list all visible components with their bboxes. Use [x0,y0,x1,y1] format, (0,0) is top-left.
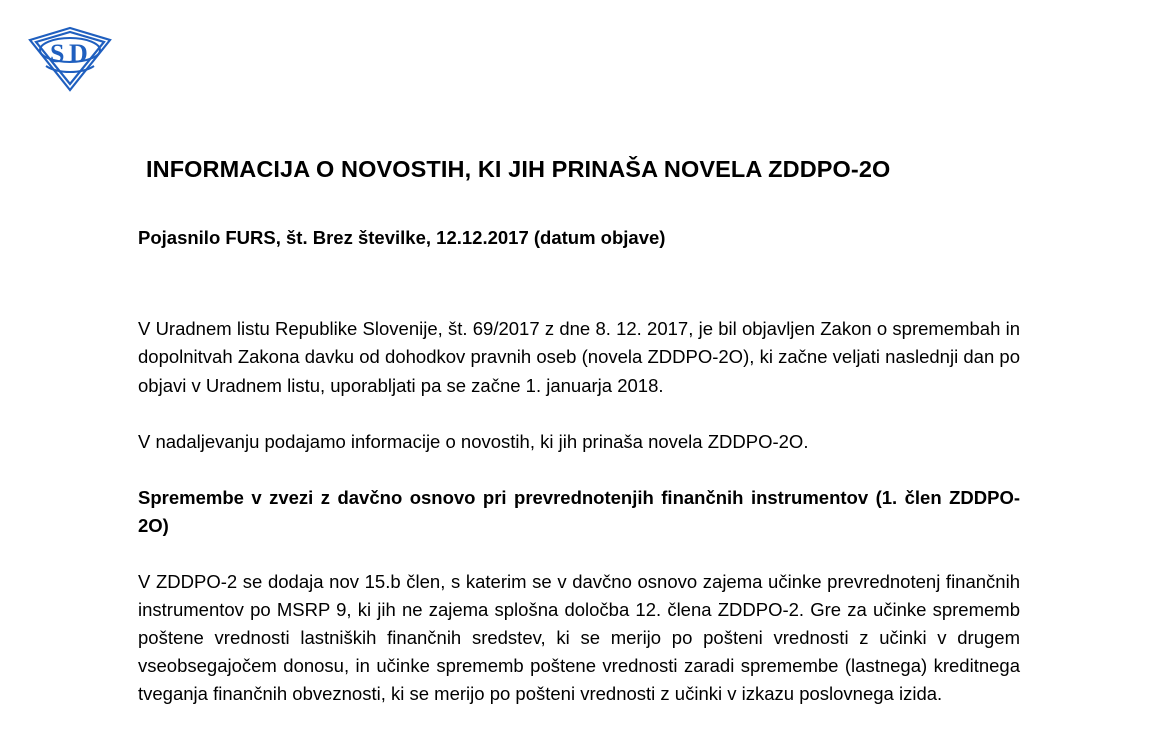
svg-text:S: S [50,39,65,68]
document-subtitle: Pojasnilo FURS, št. Brez številke, 12.12.2017 (datum objave) [138,227,666,249]
svg-text:D: D [69,39,88,68]
paragraph-lead: V nadaljevanju podajamo informacije o novostih, ki jih prinaša novela ZDDPO-2O. [138,430,809,452]
sd-shield-logo [24,22,116,94]
paragraph-intro: V Uradnem listu Republike Slovenije, št. 69/2017 z dne 8. 12. 2017, je bil objavljen Zakon o spremembah in dopolnitvah Zakona davku od dohodkov pravnih oseb (novela ZDDPO-2O), ki začne veljati naslednji dan po objavi v Uradnem listu, uporabljati pa se začne 1. januarja 2018. [138,318,1020,396]
section-heading-1: Spremembe v zvezi z davčno osnovo pri prevrednotenjih finančnih instrumentov (1. člen ZDDPO-2O) [138,486,1020,536]
paragraph-body-1: V ZDDPO-2 se dodaja nov 15.b člen, s katerim se v davčno osnovo zajema učinke prevrednotenj finančnih instrumentov po MSRP 9, ki jih ne zajema splošna določba 12. člena ZDDPO-2. Gre za učinke sprememb poštene vrednosti lastniških finančnih sredstev, ki se merijo po pošteni vrednosti z učinki v drugem vseobsegajočem donosu, in učinke sprememb poštene vrednosti zaradi spremembe (lastnega) kreditnega tveganja finančnih obveznosti, ki se merijo po pošteni vrednosti z učinki v izkazu poslovnega izida. [138,571,1020,705]
page-title: INFORMACIJA O NOVOSTIH, KI JIH PRINAŠA NOVELA ZDDPO-2O [146,156,891,182]
document-body [138,155,1020,709]
